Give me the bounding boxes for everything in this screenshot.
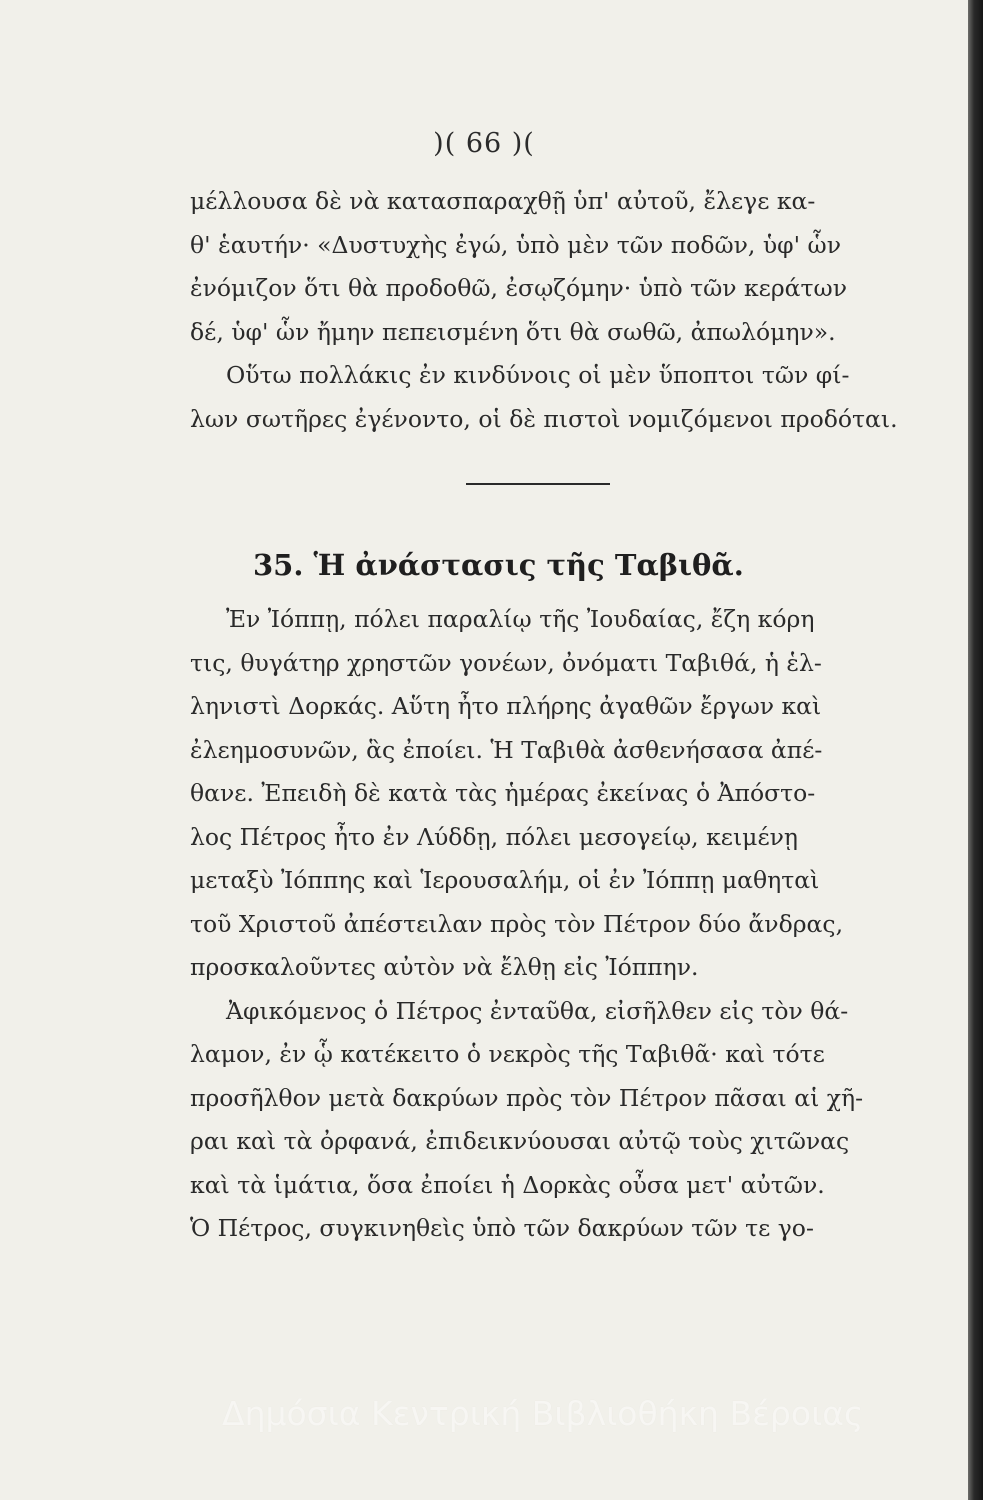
text-line: λαμον, ἐν ᾧ κατέκειτο ὁ νεκρὸς τῆς Ταβιθᾶ· καὶ τότε [190,1040,825,1068]
text-line: καὶ τὰ ἱμάτια, ὅσα ἐποίει ἡ Δορκὰς οὖσα μετ' αὐτῶν. [190,1170,825,1199]
text-line: μεταξὺ Ἰόππης καὶ Ἱερουσαλήμ, οἱ ἐν Ἰόππῃ μαθηταὶ [190,866,820,894]
text-line: τις, θυγάτηρ χρηστῶν γονέων, ὀνόματι Ταβιθά, ἡ ἑλ- [190,648,822,677]
section-divider [466,483,610,485]
text-line: δέ, ὑφ' ὧν ἤμην πεπεισμένη ὅτι θὰ σωθῶ, ἀπωλόμην». [190,317,836,346]
text-line: Οὕτω πολλάκις ἐν κινδύνοις οἱ μὲν ὕποπτοι τῶν φί- [226,361,850,389]
text-line: ληνιστὶ Δορκάς. Αὕτη ἦτο πλήρης ἀγαθῶν ἔργων καὶ [190,692,822,720]
page-number: )( 66 )( [433,128,535,159]
text-line: προσκαλοῦντες αὐτὸν νὰ ἔλθῃ εἰς Ἰόππην. [190,953,699,981]
text-line: ραι καὶ τὰ ὀρφανά, ἐπιδεικνύουσαι αὐτῷ τοὺς χιτῶνας [190,1127,850,1155]
text-line: Ἀφικόμενος ὁ Πέτρος ἐνταῦθα, εἰσῆλθεν εἰς τὸν θά- [226,996,849,1025]
text-line: προσῆλθον μετὰ δακρύων πρὸς τὸν Πέτρον πᾶσαι αἱ χῆ- [190,1083,864,1112]
paragraph-tabitha [190,598,864,1251]
scan-edge-shadow [968,0,983,1500]
text-line: λος Πέτρος ἦτο ἐν Λύδδῃ, πόλει μεσογείῳ, κειμένῃ [190,822,798,851]
text-line: θ' ἑαυτήν· «Δυστυχὴς ἐγώ, ὑπὸ μὲν τῶν ποδῶν, ὑφ' ὧν [190,230,841,259]
text-line: ἐνόμιζον ὅτι θὰ προδοθῶ, ἐσῳζόμην· ὑπὸ τῶν κεράτων [190,274,847,302]
library-watermark: Δημόσια Κεντρική Βιβλιοθήκη Βέροιας [222,1394,864,1433]
text-line: τοῦ Χριστοῦ ἀπέστειλαν πρὸς τὸν Πέτρον δύο ἄνδρας, [190,909,844,938]
text-line: Ὁ Πέτρος, συγκινηθεὶς ὑπὸ τῶν δακρύων τῶν τε γο- [190,1214,814,1242]
text-line: μέλλουσα δὲ νὰ κατασπαραχθῇ ὑπ' αὐτοῦ, ἔλεγε κα- [190,187,816,215]
section-heading: 35. Ἡ ἀνάστασις τῆς Ταβιθᾶ. [253,548,744,582]
text-line: Ἐν Ἰόππῃ, πόλει παραλίῳ τῆς Ἰουδαίας, ἔζη κόρη [226,605,815,633]
text-line: ἐλεημοσυνῶν, ἃς ἐποίει. Ἡ Ταβιθὰ ἀσθενήσασα ἀπέ- [190,735,823,764]
paragraph-fable-ending [190,180,898,441]
text-line: θανε. Ἐπειδὴ δὲ κατὰ τὰς ἡμέρας ἐκείνας ὁ Ἀπόστο- [190,779,816,807]
text-line: λων σωτῆρες ἐγένοντο, οἱ δὲ πιστοὶ νομιζόμενοι προδόται. [190,404,898,433]
